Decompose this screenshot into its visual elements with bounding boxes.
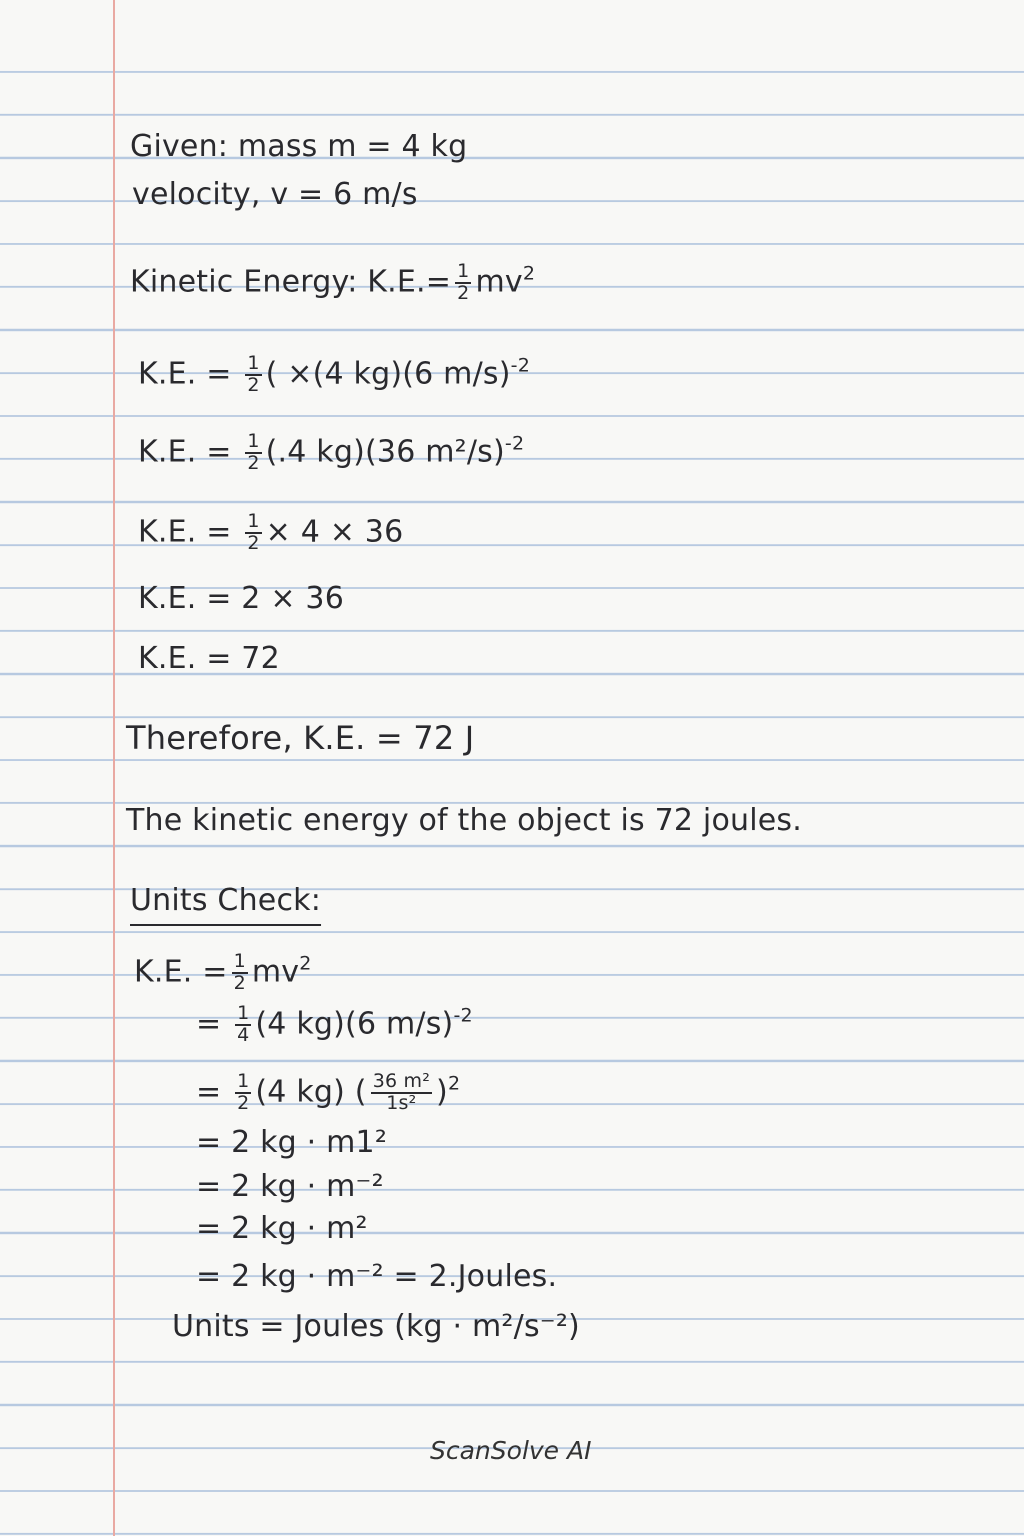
given-mass: Given: mass m = 4 kg	[130, 129, 468, 164]
units-line-7: = 2 kg · m⁻² = 2.Joules.	[196, 1259, 558, 1294]
units-final-line: Units = Joules (kg · m²/s⁻²)	[172, 1309, 580, 1344]
watermark: ScanSolve AI	[430, 1436, 592, 1465]
margin-line	[113, 0, 115, 1536]
units-check-heading: Units Check:	[130, 883, 322, 918]
fraction: $\frac{1}{2}$	[247, 510, 260, 554]
step-5: K.E. = 72	[138, 641, 280, 676]
fraction: $\frac{\text{36 m²}}{\text{1s²}}$	[372, 1070, 431, 1114]
fraction: $\frac{1}{4}$	[237, 1002, 250, 1046]
fraction: $\frac{1}{2}$	[247, 352, 260, 396]
units-line-2: = $\frac{1}{4}$ (4 kg)(6 m/s)$^{-2}$	[196, 1002, 473, 1046]
kinetic-energy-formula: Kinetic Energy: K.E.= $\frac{1}{2}$ $mv^2$	[130, 260, 536, 304]
units-line-5: = 2 kg · m⁻²	[196, 1169, 384, 1204]
fraction: $\frac{1}{2}$	[457, 260, 470, 304]
step-2: K.E. = $\frac{1}{2}$ (.4 kg)(36 m²/s)$^{-2}$	[138, 430, 525, 474]
units-line-4: = 2 kg · m1²	[196, 1125, 388, 1160]
units-line-3: = $\frac{1}{2}$ (4 kg) ( $\frac{\text{36 m²}}{\text{1s²}}$ )$^2$	[196, 1070, 461, 1114]
step-4: K.E. = 2 × 36	[138, 581, 344, 616]
fraction: $\frac{1}{2}$	[237, 1070, 250, 1114]
fraction: $\frac{1}{2}$	[233, 950, 246, 994]
units-line-1: K.E. = $\frac{1}{2}$ $mv^2$	[134, 950, 312, 994]
therefore-line: Therefore, K.E. = 72 J	[126, 719, 475, 757]
step-3: K.E. = $\frac{1}{2}$ × 4 × 36	[138, 510, 404, 554]
given-velocity: velocity, v = 6 m/s	[132, 177, 418, 212]
step-1: K.E. = $\frac{1}{2}$ ( ×(4 kg)(6 m/s)$^{-2}$	[138, 352, 531, 396]
conclusion-line: The kinetic energy of the object is 72 joules.	[126, 803, 802, 838]
units-line-6: = 2 kg · m²	[196, 1211, 368, 1246]
fraction: $\frac{1}{2}$	[247, 430, 260, 474]
